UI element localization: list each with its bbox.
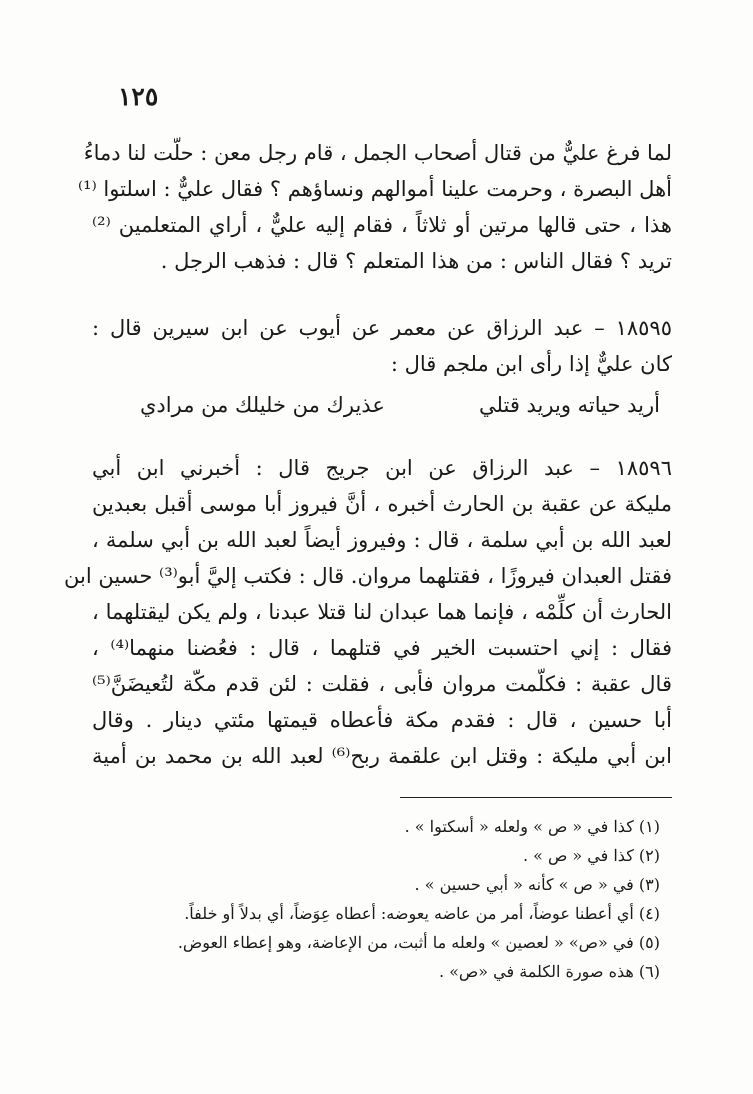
text-line: لعبد الله بن أبي سلمة ، قال : وفيروز أيضاً لعبد الله بن أبي سلمة ، [92,528,672,552]
footnote-3: (٣) في « ص » كأنه « أبي حسين » . [414,875,660,894]
verse-second-hemistich: عذيرك من خليلك من مرادي [140,393,385,417]
footnote-6: (٦) هذه صورة الكلمة في «ص» . [438,962,660,981]
footnotes [140,812,660,986]
text-line: أبا حسين ، قال : فقدم مكة فأعطاه قيمتها مئتي دينار . وقال [92,708,672,732]
text-line: ١٨٥٩٥ – عبد الرزاق عن معمر عن أيوب عن ابن سيرين قال : [92,316,672,340]
footnote-2: (٢) كذا في « ص » . [522,846,660,865]
text-line: كان عليٌّ إذا رأى ابن ملجم قال : [390,352,672,376]
text-line: مليكة عن عقبة بن الحارث أخبره ، أنَّ فيروز أبا موسى أقبل بعبدين [92,492,672,516]
poetry-verse [140,393,660,417]
text-line: قال عقبة : فكلّمت مروان فأبى ، فقلت : لئن قدم مكّة لتُعيضَنَّ⁽⁵⁾ [92,672,672,696]
footnote-5: (٥) في «ص» « لعصين » ولعله ما أثبت، من الإعاضة، وهو إعطاء العوض. [177,933,660,952]
hadith-18595 [92,310,672,382]
text-line: فقتل العبدان فيروزًا ، فقتلهما مروان. قال : فكتب إليَّ أبو⁽³⁾ حسين ابن [64,564,672,588]
text-line: ابن أبي مليكة : وقتل ابن علقمة ربح⁽⁶⁾ لعبد الله بن محمد بن أمية [92,744,672,768]
footnote-1: (١) كذا في « ص » ولعله « أسكتوا » . [404,817,660,836]
text-line: لما فرغ عليٌّ من قتال أصحاب الجمل ، قام رجل معن : حلّت لنا دماءُ [83,141,672,165]
page-number: ١٢٥ [118,82,159,111]
text-line: أهل البصرة ، وحرمت علينا أموالهم ونساؤهم ؟ فقال عليٌّ : اسلتوا ⁽¹⁾ [77,177,672,201]
text-line: ١٨٥٩٦ – عبد الرزاق عن ابن جريج قال : أخبرني ابن أبي [92,456,672,480]
text-line: فقال : إني احتسبت الخير في قتلهما ، قال : فعُضنا منهما⁽⁴⁾ ، [92,636,672,660]
footnote-divider [400,797,672,798]
text-line: تريد ؟ فقال الناس : من هذا المتعلم ؟ قال : فذهب الرجل . [160,249,672,273]
text-line: هذا ، حتى قالها مرتين أو ثلاثاً ، فقام إليه عليٌّ ، أراي المتعلمين ⁽²⁾ [92,213,672,237]
hadith-18596 [64,450,672,774]
text-line: الحارث أن كلِّمْه ، فإنما هما عبدان لنا قتلا عبدنا ، ولم يكن ليقتلهما ، [92,600,672,624]
footnote-4: (٤) أي أعطنا عوضاً، أمر من عاضه يعوضه: أعطاه عِوَضاً، أي بدلاً أو خلفاً. [184,904,660,923]
verse-first-hemistich: أريد حياته ويريد قتلي [479,393,660,417]
paragraph-ali-after-camel [77,135,672,279]
